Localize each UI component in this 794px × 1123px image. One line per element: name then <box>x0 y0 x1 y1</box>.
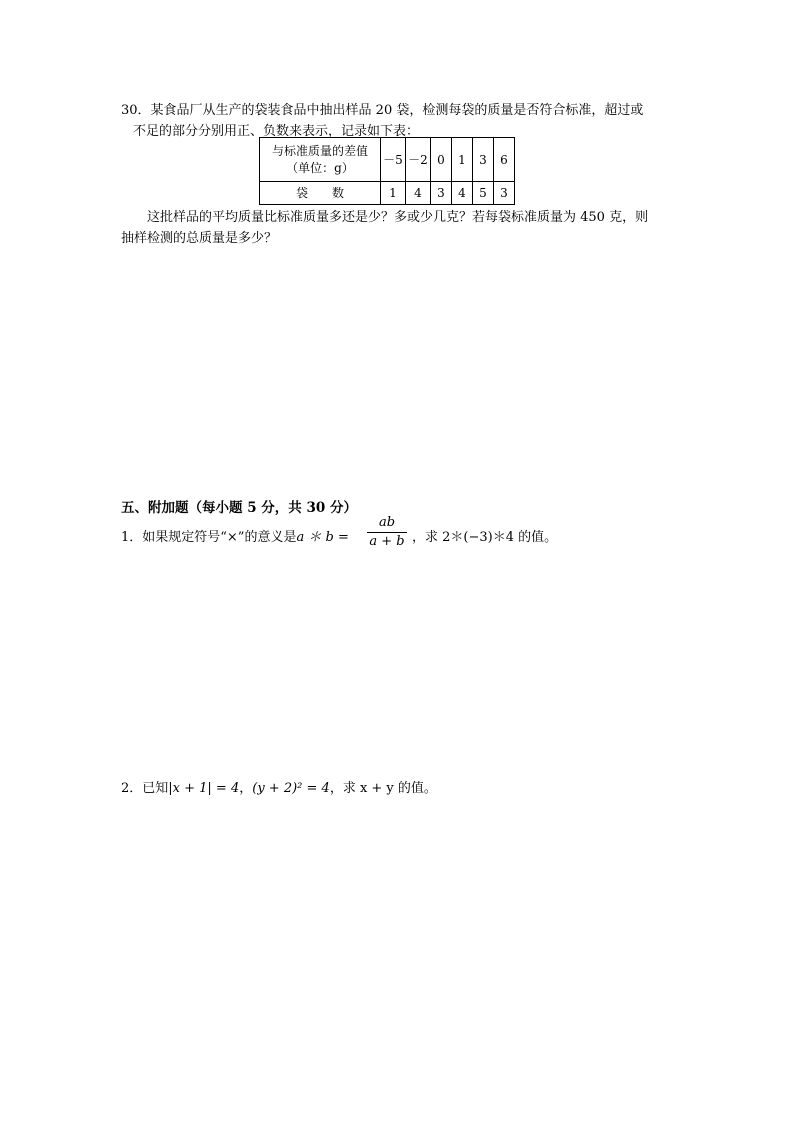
fraction-numerator: ab <box>378 515 396 530</box>
table-row-counts <box>260 182 515 205</box>
table-cell-count: 1 <box>381 182 406 205</box>
problem-30-text-line2: 不足的部分分别用正、负数来表示，记录如下表： <box>133 124 420 139</box>
table-row-differences <box>260 138 515 182</box>
problem-30-text-line1: 30．某食品厂从生产的袋装食品中抽出样品 20 袋，检测每袋的质量是否符合标准，超过或 <box>121 103 644 118</box>
section-title: 五、附加题（每小题 5 分，共 30 分） <box>121 500 357 516</box>
table-cell-diff: 3 <box>473 138 494 182</box>
table-cell-diff: 0 <box>431 138 452 182</box>
table-cell-count: 3 <box>494 182 515 205</box>
extra-problem-2 <box>121 777 437 796</box>
data-table <box>259 137 515 205</box>
table-header-line2: （单位：g） <box>286 160 354 175</box>
table-cell-diff: －2 <box>406 138 431 182</box>
problem-2-expression-1: |x + 1| = 4 <box>168 781 240 796</box>
fraction <box>367 515 407 550</box>
problem-1-expression: a ＊ b = <box>296 530 349 545</box>
fraction-bar <box>367 532 407 533</box>
fraction-denominator: a + b <box>369 534 405 549</box>
table-cell-count: 4 <box>406 182 431 205</box>
table-cell-count: 4 <box>452 182 473 205</box>
table-cell-count: 5 <box>473 182 494 205</box>
problem-1-suffix: ，求 2＊(−3)＊4 的值。 <box>412 530 558 545</box>
table-row-label: 袋 数 <box>260 182 381 205</box>
table-cell-diff: 1 <box>452 138 473 182</box>
table-cell-count: 3 <box>431 182 452 205</box>
problem-2-prefix: 2．已知 <box>121 781 169 796</box>
extra-problem-1 <box>121 526 349 545</box>
table-cell-diff: 6 <box>494 138 515 182</box>
problem-2-expression-2: (y + 2)² = 4 <box>252 781 330 796</box>
problem-2-separator: ， <box>239 781 253 796</box>
table-header-cell <box>260 138 381 182</box>
table-header-line1: 与标准质量的差值 <box>271 143 368 158</box>
problem-2-suffix: ，求 x + y 的值。 <box>329 781 437 796</box>
problem-1-prefix: 1．如果规定符号“×”的意义是 <box>121 530 297 545</box>
problem-30-question-line1: 这批样品的平均质量比标准质量多还是少？多或少几克？若每袋标准质量为 450 克，则 <box>147 210 649 225</box>
problem-30-question-line2: 抽样检测的总质量是多少？ <box>121 231 278 246</box>
table-cell-diff: －5 <box>381 138 406 182</box>
